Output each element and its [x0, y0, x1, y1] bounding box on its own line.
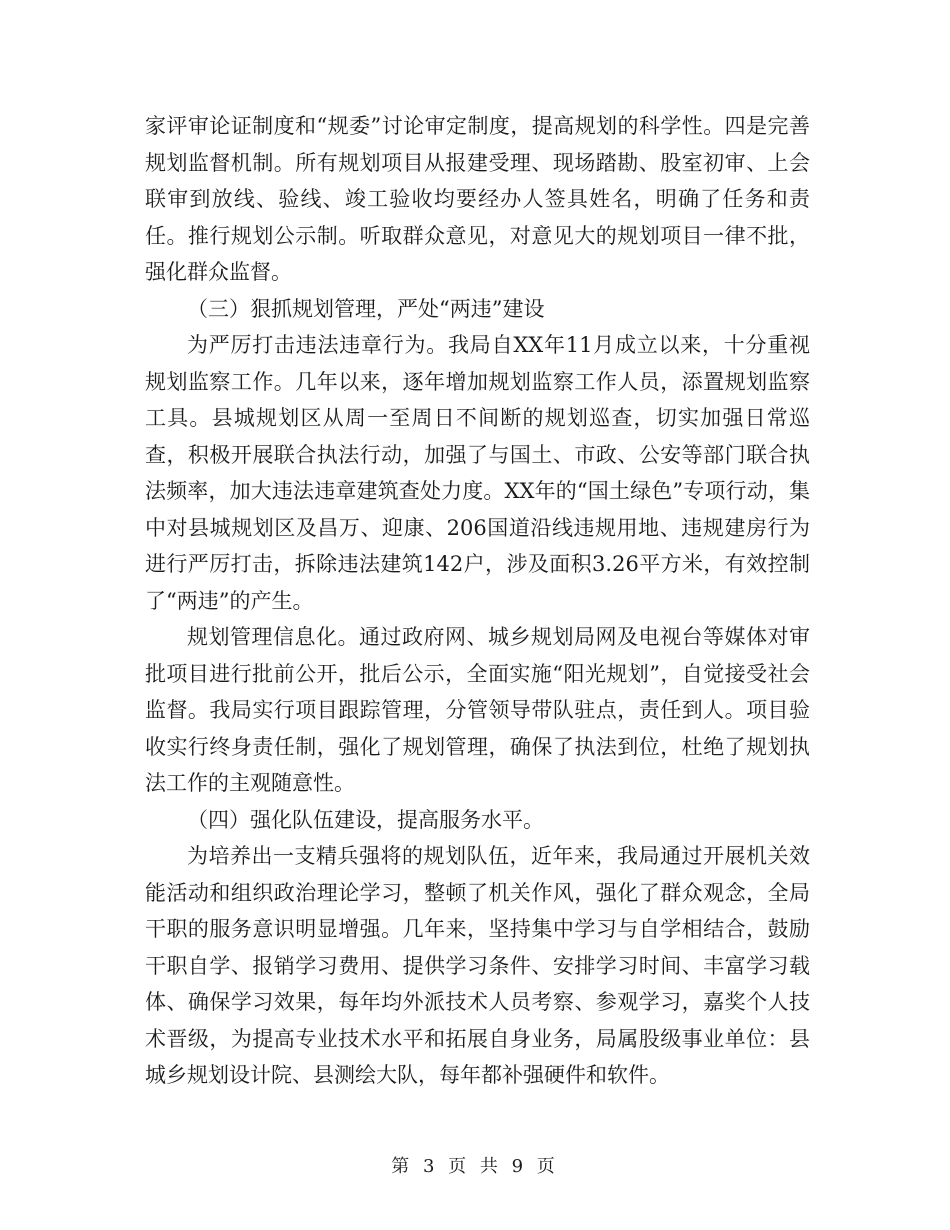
paragraph-enforcement: 为严厉打击违法违章行为。我局自XX年11月成立以来，十分重视规划监察工作。几年以来，逐年增加规划监察工作人员，添置规划监察工具。县城规划区从周一至周日不间断的规划巡查，切实加强日常巡查，积极开展联合执法行动，加强了与国土、市政、公安等部门联合执法频率，加大违法违章建筑查处力度。XX年的“国土绿色”专项行动，集中对县城规划区及昌万、迎康、206国道沿线违规用地、违规建房行为进行严厉打击，拆除违法建筑142户，涉及面积3.26平方米，有效控制了“两违”的产生。	[145, 333, 810, 613]
paragraph-team-building: 为培养出一支精兵强将的规划队伍，近年来，我局通过开展机关效能活动和组织政治理论学习，整顿了机关作风，强化了群众观念，全局干职的服务意识明显增强。几年来，坚持集中学习与自学相结合，鼓励干职自学、报销学习费用、提供学习条件、安排学习时间、丰富学习载体、确保学习效果，每年均外派技术人员考察、参观学习，嘉奖个人技术晋级，为提高专业技术水平和拓展自身业务，局属股级事业单位：县城乡规划设计院、县测绘大队，每年都补强硬件和软件。	[145, 844, 810, 1087]
paragraph-informatization: 规划管理信息化。通过政府网、城乡规划局网及电视台等媒体对审批项目进行批前公开，批后公示，全面实施“阳光规划”，自觉接受社会监督。我局实行项目跟踪管理，分管领导带队驻点，责任到人。项目验收实行终身责任制，强化了规划管理，确保了执法到位，杜绝了规划执法工作的主观随意性。	[145, 625, 810, 795]
paragraph-continuation: 家评审论证制度和“规委”讨论审定制度，提高规划的科学性。四是完善规划监督机制。所有规划项目从报建受理、现场踏勘、股室初审、上会联审到放线、验线、竣工验收均要经办人签具姓名，明确了任务和责任。推行规划公示制。听取群众意见，对意见大的规划项目一律不批，强化群众监督。	[145, 114, 810, 284]
section-heading-four: （四）强化队伍建设，提高服务水平。	[187, 807, 544, 832]
page-number-footer: 第 3 页 共 9 页	[391, 1156, 559, 1177]
section-heading-three: （三）狠抓规划管理，严处“两违”建设	[187, 296, 545, 321]
document-body	[145, 108, 810, 1094]
